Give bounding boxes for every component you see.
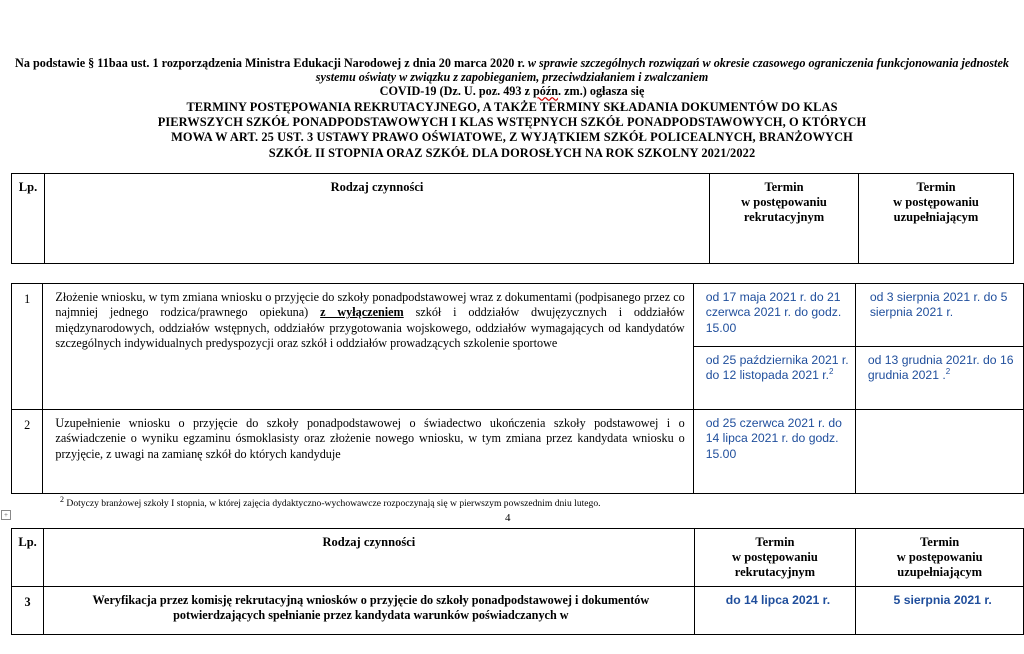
- header2-termin-rek-line1: Termin: [755, 535, 795, 549]
- row1-description: [43, 284, 693, 410]
- title-line-4: SZKÓŁ II STOPNIA ORAZ SZKÓŁ DLA DOROSŁYCH NA ROK SZKOLNY 2021/2022: [268, 145, 756, 160]
- header-lp: Lp.: [12, 174, 45, 264]
- intro-announce: . zm.) ogłasza się: [558, 84, 645, 99]
- header-rodzaj: Rodzaj czynności: [45, 174, 710, 264]
- row1-desc-part-b: szkół i oddziałów dwujęzycznych i oddziałów międzynarodowych, oddziałów wstępnych, oddziałów przygotowania wojskowego, oddziałów wymagających od kandydatów szczególnych indywidualnych predyspozycji oraz szkół i oddziałów prowadzących szkolenie sportowe: [55, 305, 685, 351]
- header2-termin-uzupelniajacy: [856, 529, 1024, 587]
- header2-termin-uzup-line3: uzupełniającym: [897, 565, 983, 579]
- row2-lp: 2: [12, 410, 43, 494]
- header2-termin-rek-line3: rekrutacyjnym: [734, 565, 816, 579]
- row1-termin-uzup-2: [855, 347, 1023, 410]
- header-termin-uzup-line2: w postępowaniu: [893, 195, 979, 209]
- footnote-ref: 2: [829, 367, 834, 377]
- intro-legal-basis-italic: w sprawie szczególnych rozwiązań w okresie czasowego ograniczenia funkcjonowania jednostek systemu oświaty w związku z zapobieganiem, przeciwdziałaniem i zwalczaniem: [315, 56, 1009, 85]
- header2-termin-uzup-line1: Termin: [920, 535, 960, 549]
- intro-legal-basis: [12, 56, 1012, 99]
- table-header-1: [11, 173, 1014, 264]
- header2-termin-rekrutacyjny: [694, 529, 856, 587]
- header-termin-rekrutacyjny: [710, 174, 859, 264]
- document-intro: [12, 56, 1012, 161]
- header-termin-rek-line2: w postępowaniu: [741, 195, 827, 209]
- header-termin-rek-line3: rekrutacyjnym: [743, 210, 825, 224]
- header-termin-rek-line1: Termin: [764, 180, 804, 194]
- footnote: [60, 494, 601, 509]
- intro-spellcheck-word: późn: [532, 84, 559, 99]
- row3-termin-rek: do 14 lipca 2021 r.: [694, 587, 856, 635]
- row3-lp: 3: [12, 587, 44, 635]
- row1-desc-exclusion: z wyłączeniem: [320, 305, 404, 320]
- intro-legal-basis-bold: Na podstawie § 11baa ust. 1 rozporządzenia Ministra Edukacji Narodowej z dnia 20 marca 2020 r.: [15, 56, 525, 70]
- row1-desc-part-a: Złożenie wniosku, w tym zmiana wniosku o przyjęcie do szkoły ponadpodstawowej wraz z dokumentami (podpisanego przez co najmniej jednego rodzica/prawnego opiekuna): [55, 290, 685, 320]
- header-termin-uzupelniajacy: [859, 174, 1014, 264]
- row2-description: Uzupełnienie wniosku o przyjęcie do szkoły ponadpodstawowej o świadectwo ukończenia szkoły podstawowej i o zaświadczenie o wyniku egzaminu ósmoklasisty oraz złożenie nowego wniosku, w tym zmiana przez kandydata wniosku o przyjęcie, z uwagi na zamianę szkół do których kandyduje: [43, 410, 693, 494]
- document-title: [12, 100, 1012, 161]
- row3-description: Weryfikacja przez komisję rekrutacyjną wniosków o przyjęcie do szkoły ponadpodstawowej i dokumentów potwierdzających spełnianie przez kandydata warunków poświadczanych w: [44, 587, 694, 635]
- table-body-1: [11, 283, 1024, 494]
- row2-termin-rek: od 25 czerwca 2021 r. do 14 lipca 2021 r. do godz. 15.00: [693, 410, 855, 494]
- title-line-1: TERMINY POSTĘPOWANIA REKRUTACYJNEGO, A TAKŻE TERMINY SKŁADANIA DOKUMENTÓW DO KLAS: [186, 99, 838, 114]
- footnote-text: Dotyczy branżowej szkoły I stopnia, w której zajęcia dydaktyczno-wychowawcze rozpoczynają się w pierwszym powszednim dniu lutego.: [64, 498, 601, 509]
- row1-termin-uzup-1: od 3 sierpnia 2021 r. do 5 sierpnia 2021 r.: [855, 284, 1023, 347]
- row3-termin-uzup: 5 sierpnia 2021 r.: [856, 587, 1024, 635]
- header-termin-uzup-line1: Termin: [916, 180, 956, 194]
- header2-rodzaj: Rodzaj czynności: [44, 529, 694, 587]
- header2-lp: Lp.: [12, 529, 44, 587]
- footnote-ref: 2: [945, 367, 951, 377]
- row2-termin-uzup: [855, 410, 1023, 494]
- row1-termin-rek-2-text: od 25 października 2021 r. do 12 listopada 2021 r.: [705, 353, 849, 383]
- table-header-2: [11, 528, 1024, 635]
- row1-lp: 1: [12, 284, 43, 410]
- header2-termin-uzup-line2: w postępowaniu: [896, 550, 983, 564]
- table-anchor-icon[interactable]: +: [1, 510, 11, 520]
- intro-covid-ref: COVID-19 (Dz. U. poz. 493 z: [379, 84, 533, 99]
- row1-termin-rek-1: od 17 maja 2021 r. do 21 czerwca 2021 r. do godz. 15.00: [693, 284, 855, 347]
- page-number: 4: [505, 512, 511, 524]
- row1-termin-rek-2: [693, 347, 855, 410]
- header-termin-uzup-line3: uzupełniającym: [893, 210, 979, 224]
- header2-termin-rek-line2: w postępowaniu: [732, 550, 818, 564]
- footnote-marker: 2: [60, 494, 64, 504]
- title-line-2: PIERWSZYCH SZKÓŁ PONADPODSTAWOWYCH I KLAS WSTĘPNYCH SZKÓŁ PONADPODSTAWOWYCH, O KTÓRYCH: [157, 114, 867, 129]
- title-line-3: MOWA W ART. 25 UST. 3 USTAWY PRAWO OŚWIATOWE, Z WYJĄTKIEM SZKÓŁ POLICEALNYCH, BRANŻOWYCH: [171, 130, 853, 145]
- row1-termin-uzup-2-text: od 13 grudnia 2021r. do 16 grudnia 2021 .: [867, 353, 1014, 383]
